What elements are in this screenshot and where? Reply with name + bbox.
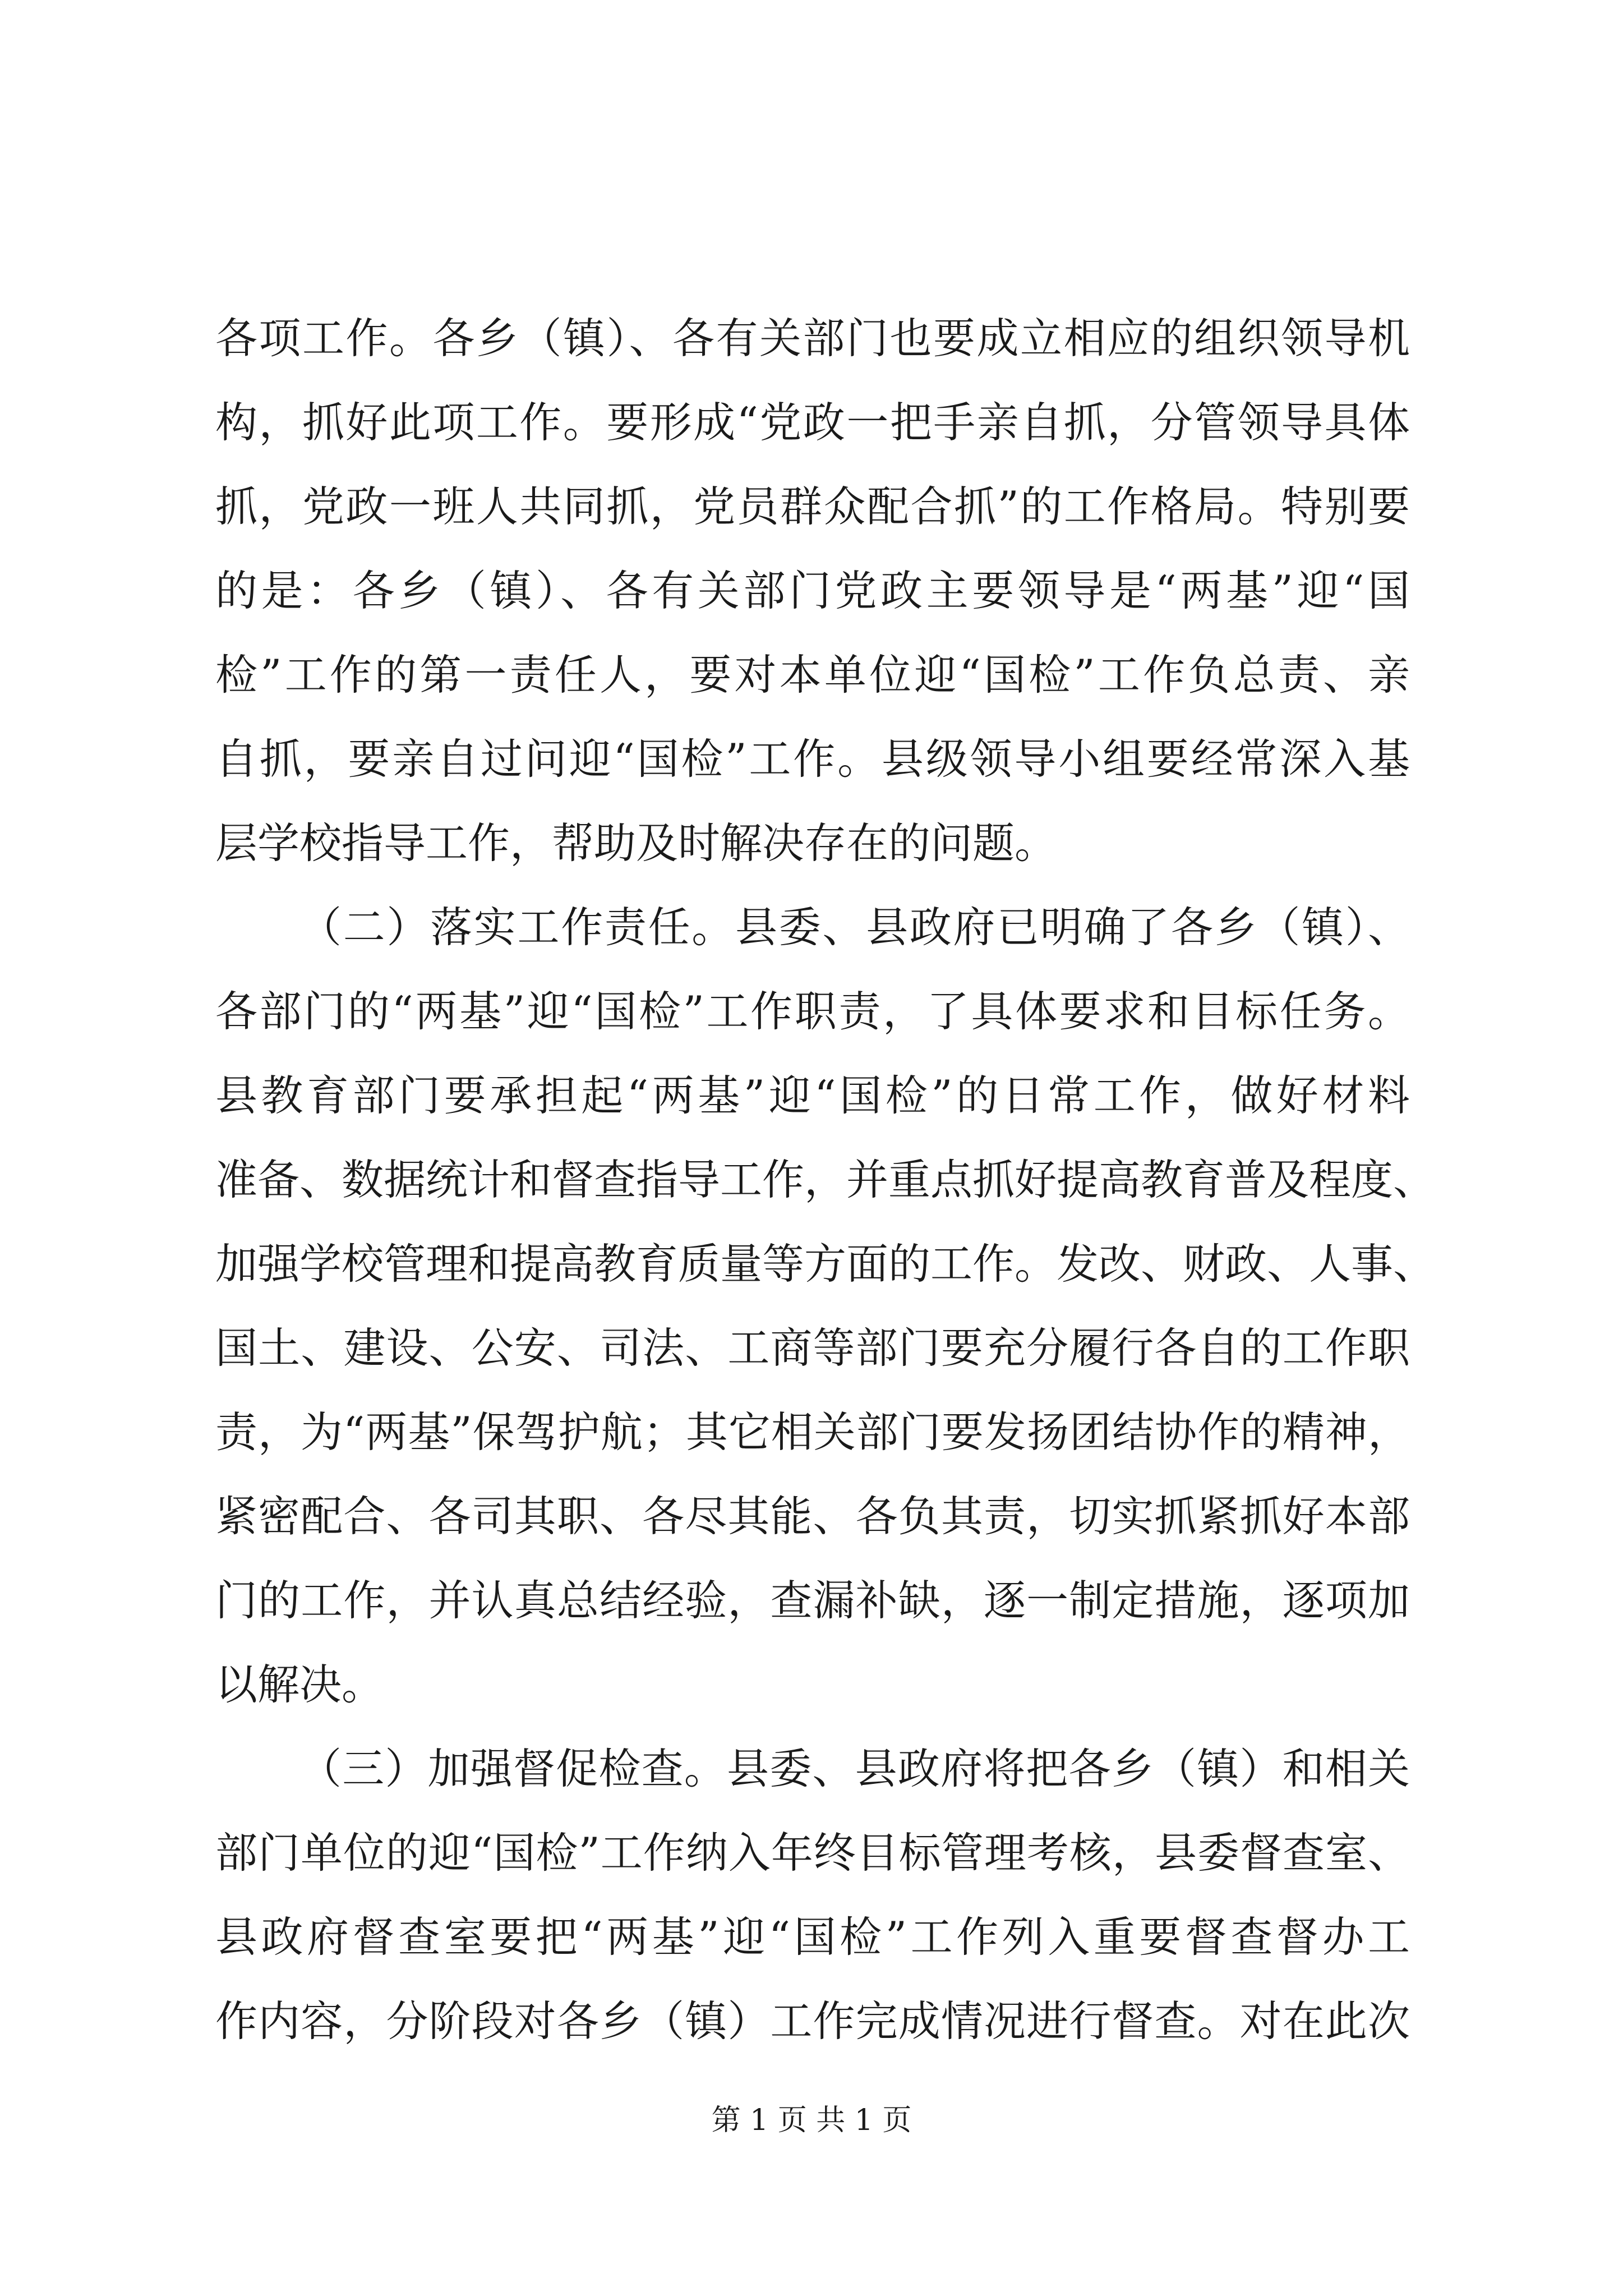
text-line: 层学校指导工作，帮助及时解决存在的问题。: [215, 818, 1057, 868]
text-line: 责，为“两基”保驾护航；其它相关部门要发扬团结协作的精神，: [215, 1407, 1410, 1457]
text-line: 自抓，要亲自过问迎“国检”工作。县级领导小组要经常深入基: [215, 734, 1410, 784]
page-number-label: 第 1 页 共 1 页: [711, 2104, 912, 2137]
page-footer: [0, 2101, 1623, 2140]
paragraph-start-line: （三）加强督促检查。县委、县政府将把各乡（镇）和相关: [299, 1744, 1410, 1793]
text-line: 抓，党政一班人共同抓，党员群众配合抓”的工作格局。特别要: [215, 482, 1410, 531]
text-line: 紧密配合、各司其职、各尽其能、各负其责，切实抓紧抓好本部: [215, 1492, 1410, 1541]
text-line: 检”工作的第一责任人，要对本单位迎“国检”工作负总责、亲: [215, 650, 1410, 700]
text-line: 县政府督查室要把“两基”迎“国检”工作列入重要督查督办工: [215, 1912, 1410, 1962]
text-line: 国土、建设、公安、司法、工商等部门要充分履行各自的工作职: [215, 1323, 1410, 1373]
text-line: 各部门的“两基”迎“国检”工作职责，了具体要求和目标任务。: [215, 987, 1410, 1036]
text-line: 作内容，分阶段对各乡（镇）工作完成情况进行督查。对在此次: [215, 1996, 1410, 2046]
document-body: [215, 296, 1436, 2063]
text-line: 各项工作。各乡（镇）、各有关部门也要成立相应的组织领导机: [215, 314, 1410, 363]
text-line: 县教育部门要承担起“两基”迎“国检”的日常工作，做好材料: [215, 1071, 1410, 1120]
text-line: 部门单位的迎“国检”工作纳入年终目标管理考核，县委督查室、: [215, 1828, 1410, 1878]
text-line: 以解决。: [215, 1660, 384, 1709]
text-line: 的是：各乡（镇）、各有关部门党政主要领导是“两基”迎“国: [215, 566, 1410, 615]
text-line: 构，抓好此项工作。要形成“党政一把手亲自抓，分管领导具体: [215, 398, 1410, 447]
paragraph-start-line: （二）落实工作责任。县委、县政府已明确了各乡（镇）、: [299, 903, 1410, 952]
text-line: 准备、数据统计和督查指导工作，并重点抓好提高教育普及程度、: [215, 1155, 1436, 1204]
text-line: 加强学校管理和提高教育质量等方面的工作。发改、财政、人事、: [215, 1239, 1436, 1289]
text-line: 门的工作，并认真总结经验，查漏补缺，逐一制定措施，逐项加: [215, 1576, 1410, 1625]
